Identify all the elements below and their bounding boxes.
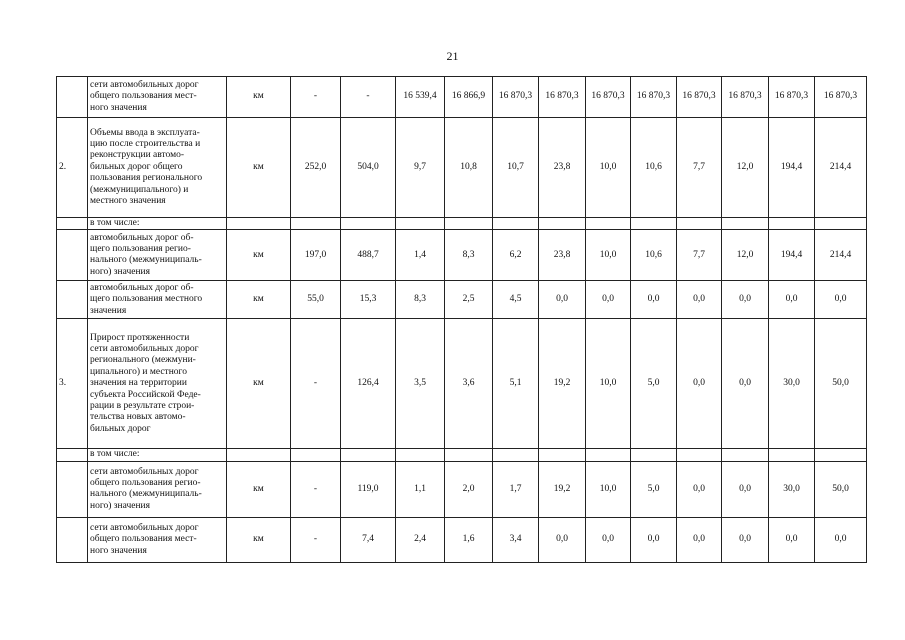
cell-unit: км xyxy=(227,281,291,319)
cell-value: 126,4 xyxy=(341,319,396,449)
cell-value: 0,0 xyxy=(722,281,769,319)
cell-value: 0,0 xyxy=(769,281,815,319)
cell-number xyxy=(57,230,88,281)
cell-value: 2,5 xyxy=(445,281,493,319)
cell-value: 214,4 xyxy=(815,118,867,218)
cell-value: 3,5 xyxy=(396,319,445,449)
table-row xyxy=(57,319,867,449)
cell-empty xyxy=(722,218,769,230)
cell-value: 0,0 xyxy=(586,281,631,319)
cell-value: 2,4 xyxy=(396,517,445,562)
cell-value: 0,0 xyxy=(722,461,769,517)
cell-value: 19,2 xyxy=(539,319,586,449)
cell-empty xyxy=(539,449,586,461)
cell-unit: км xyxy=(227,230,291,281)
cell-empty xyxy=(677,218,722,230)
cell-value: 16 870,3 xyxy=(722,77,769,118)
cell-empty xyxy=(291,449,341,461)
cell-value: 0,0 xyxy=(539,281,586,319)
cell-empty xyxy=(677,449,722,461)
cell-value: 252,0 xyxy=(291,118,341,218)
cell-value: 12,0 xyxy=(722,118,769,218)
cell-value: 197,0 xyxy=(291,230,341,281)
cell-value: 5,0 xyxy=(631,461,677,517)
cell-indicator-name: сети автомобильных дорог общего пользования регио- нального (межмуниципаль- ного) значения xyxy=(88,461,227,517)
cell-empty xyxy=(586,218,631,230)
cell-value: 1,4 xyxy=(396,230,445,281)
page-number: 21 xyxy=(446,49,459,63)
cell-empty xyxy=(631,218,677,230)
cell-value: 5,0 xyxy=(631,319,677,449)
cell-number xyxy=(57,461,88,517)
cell-unit: км xyxy=(227,461,291,517)
cell-value: 30,0 xyxy=(769,461,815,517)
cell-number xyxy=(57,77,88,118)
cell-value: 214,4 xyxy=(815,230,867,281)
cell-empty xyxy=(493,449,539,461)
cell-number: 2. xyxy=(57,118,88,218)
cell-indicator-name: Прирост протяженности сети автомобильных дорог регионального (межмуни- ципального) и местного значения на территории субъекта Российской Феде- рации в результате строи- тельства новых автомо- бильных дорог xyxy=(88,319,227,449)
cell-empty xyxy=(722,449,769,461)
cell-empty xyxy=(769,218,815,230)
cell-value: 488,7 xyxy=(341,230,396,281)
cell-value: 0,0 xyxy=(677,461,722,517)
cell-unit: км xyxy=(227,77,291,118)
cell-value: 8,3 xyxy=(445,230,493,281)
cell-value: 1,6 xyxy=(445,517,493,562)
cell-value: 50,0 xyxy=(815,319,867,449)
cell-value: - xyxy=(291,77,341,118)
cell-empty xyxy=(445,218,493,230)
cell-empty xyxy=(631,449,677,461)
cell-value: 16 870,3 xyxy=(539,77,586,118)
cell-value: 119,0 xyxy=(341,461,396,517)
cell-value: 10,0 xyxy=(586,118,631,218)
data-table xyxy=(56,76,867,563)
cell-value: 0,0 xyxy=(722,319,769,449)
cell-value: - xyxy=(291,319,341,449)
cell-empty xyxy=(445,449,493,461)
cell-empty xyxy=(396,449,445,461)
cell-value: 16 870,3 xyxy=(631,77,677,118)
cell-unit: км xyxy=(227,517,291,562)
cell-value: 16 870,3 xyxy=(677,77,722,118)
cell-number xyxy=(57,449,88,461)
cell-number: 3. xyxy=(57,319,88,449)
subheading-text: в том числе: xyxy=(88,218,227,230)
cell-indicator-name: Объемы ввода в эксплуата- цию после строительства и реконструкции автомо- бильных дорог общего пользования регионального (межмуниципального) и местного значения xyxy=(88,118,227,218)
cell-empty xyxy=(341,449,396,461)
cell-empty xyxy=(227,218,291,230)
cell-indicator-name: автомобильных дорог об- щего пользования регио- нального (межмуниципаль- ного) значения xyxy=(88,230,227,281)
cell-value: 3,6 xyxy=(445,319,493,449)
cell-value: 194,4 xyxy=(769,118,815,218)
cell-value: 1,1 xyxy=(396,461,445,517)
cell-value: 0,0 xyxy=(722,517,769,562)
cell-value: 10,6 xyxy=(631,230,677,281)
cell-value: 10,0 xyxy=(586,230,631,281)
cell-value: - xyxy=(291,517,341,562)
cell-unit: км xyxy=(227,118,291,218)
cell-number xyxy=(57,517,88,562)
cell-empty xyxy=(815,218,867,230)
cell-value: 504,0 xyxy=(341,118,396,218)
cell-value: 23,8 xyxy=(539,230,586,281)
cell-value: 1,7 xyxy=(493,461,539,517)
cell-indicator-name: сети автомобильных дорог общего пользования мест- ного значения xyxy=(88,77,227,118)
cell-value: - xyxy=(341,77,396,118)
cell-value: 194,4 xyxy=(769,230,815,281)
cell-value: 16 870,3 xyxy=(493,77,539,118)
cell-value: 0,0 xyxy=(815,281,867,319)
cell-value: 50,0 xyxy=(815,461,867,517)
cell-value: 7,7 xyxy=(677,230,722,281)
subheading-text: в том числе: xyxy=(88,449,227,461)
table-row xyxy=(57,517,867,562)
cell-value: 23,8 xyxy=(539,118,586,218)
cell-value: 10,0 xyxy=(586,461,631,517)
cell-empty xyxy=(539,218,586,230)
cell-value: 0,0 xyxy=(631,517,677,562)
cell-indicator-name: сети автомобильных дорог общего пользования мест- ного значения xyxy=(88,517,227,562)
cell-value: 12,0 xyxy=(722,230,769,281)
cell-value: 0,0 xyxy=(677,517,722,562)
cell-empty xyxy=(291,218,341,230)
cell-value: 8,3 xyxy=(396,281,445,319)
cell-value: 0,0 xyxy=(677,281,722,319)
table-row xyxy=(57,77,867,118)
cell-value: 10,8 xyxy=(445,118,493,218)
cell-value: 16 870,3 xyxy=(815,77,867,118)
cell-empty xyxy=(341,218,396,230)
cell-value: 9,7 xyxy=(396,118,445,218)
cell-empty xyxy=(815,449,867,461)
cell-value: 19,2 xyxy=(539,461,586,517)
cell-value: 0,0 xyxy=(769,517,815,562)
cell-value: 16 870,3 xyxy=(586,77,631,118)
cell-empty xyxy=(227,449,291,461)
cell-value: 0,0 xyxy=(586,517,631,562)
cell-value: - xyxy=(291,461,341,517)
cell-value: 0,0 xyxy=(539,517,586,562)
cell-indicator-name: автомобильных дорог об- щего пользования местного значения xyxy=(88,281,227,319)
cell-value: 16 870,3 xyxy=(769,77,815,118)
cell-value: 3,4 xyxy=(493,517,539,562)
table-row xyxy=(57,230,867,281)
cell-value: 10,0 xyxy=(586,319,631,449)
cell-value: 0,0 xyxy=(677,319,722,449)
cell-empty xyxy=(493,218,539,230)
cell-empty xyxy=(586,449,631,461)
cell-value: 10,7 xyxy=(493,118,539,218)
cell-value: 0,0 xyxy=(815,517,867,562)
cell-value: 16 866,9 xyxy=(445,77,493,118)
cell-value: 6,2 xyxy=(493,230,539,281)
table-row xyxy=(57,118,867,218)
cell-value: 30,0 xyxy=(769,319,815,449)
cell-value: 55,0 xyxy=(291,281,341,319)
cell-value: 4,5 xyxy=(493,281,539,319)
cell-value: 2,0 xyxy=(445,461,493,517)
table-row xyxy=(57,281,867,319)
cell-number xyxy=(57,281,88,319)
cell-value: 5,1 xyxy=(493,319,539,449)
subheading-row xyxy=(57,449,867,461)
cell-value: 0,0 xyxy=(631,281,677,319)
subheading-row xyxy=(57,218,867,230)
cell-number xyxy=(57,218,88,230)
cell-empty xyxy=(396,218,445,230)
table-row xyxy=(57,461,867,517)
cell-value: 7,7 xyxy=(677,118,722,218)
cell-unit: км xyxy=(227,319,291,449)
cell-value: 7,4 xyxy=(341,517,396,562)
cell-empty xyxy=(769,449,815,461)
cell-value: 10,6 xyxy=(631,118,677,218)
cell-value: 15,3 xyxy=(341,281,396,319)
cell-value: 16 539,4 xyxy=(396,77,445,118)
